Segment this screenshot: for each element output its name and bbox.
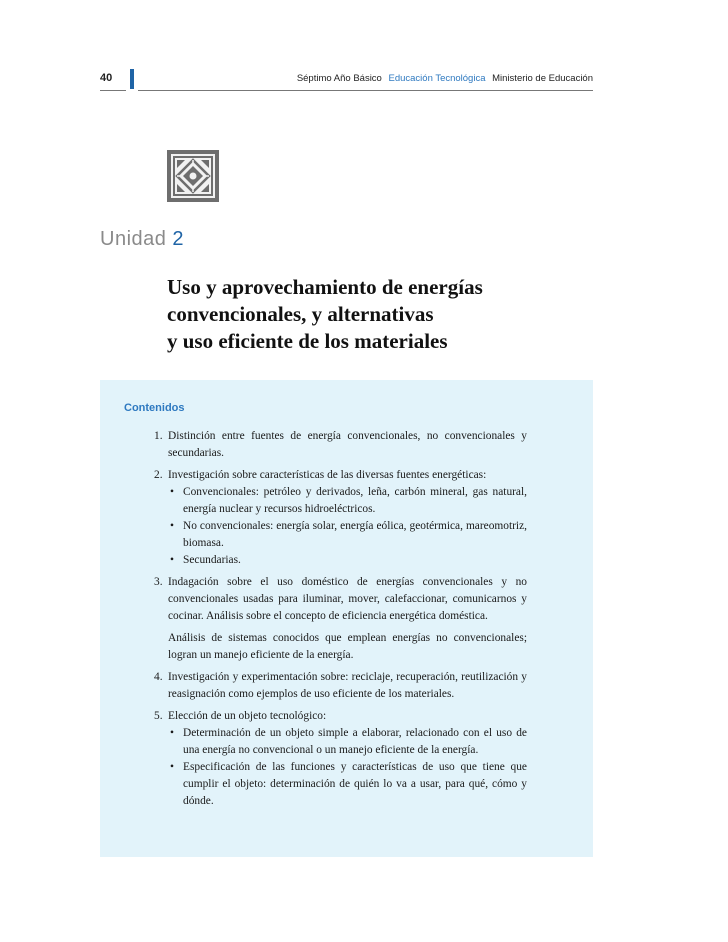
item-number: 3. <box>154 576 163 588</box>
list-item <box>154 428 527 462</box>
sub-item-text: Convencionales: petróleo y derivados, leña, carbón mineral, gas natural, energía nuclear y recursos hidroeléctricos. <box>183 486 527 515</box>
sub-item-text: No convencionales: energía solar, energía eólica, geotérmica, mareomotriz, biomasa. <box>183 520 527 549</box>
header-accent-bar <box>130 69 134 89</box>
list-item <box>154 708 527 810</box>
bullet-icon: • <box>170 520 174 532</box>
item-text: Indagación sobre el uso doméstico de energías convencionales y no convencionales usadas para iluminar, mover, calefaccionar, comunicarnos y cocinar. Análisis sobre el concepto de eficiencia energética doméstica. <box>168 576 527 622</box>
header-rule-left <box>100 90 126 91</box>
list-item <box>154 574 527 664</box>
page-number: 40 <box>100 72 113 84</box>
header-grade: Séptimo Año Básico <box>296 73 382 84</box>
list-item <box>154 669 527 703</box>
bullet-icon: • <box>170 727 174 739</box>
item-text: Investigación y experimentación sobre: reciclaje, recuperación, reutilización y reasignación como ejemplos de uso eficiente de los materiales. <box>168 671 527 700</box>
header-ministry: Ministerio de Educación <box>492 73 593 84</box>
item-number: 5. <box>154 710 163 722</box>
sub-item <box>168 484 527 518</box>
unit-title-line: Uso y aprovechamiento de energías <box>167 275 483 299</box>
item-text: Investigación sobre características de las diversas fuentes energéticas: <box>168 469 487 481</box>
contents-box <box>100 380 593 857</box>
unit-title <box>167 274 587 355</box>
running-header <box>297 73 593 84</box>
sub-item <box>168 552 527 569</box>
sub-item <box>168 725 527 759</box>
unit-word: Unidad <box>100 228 167 250</box>
bullet-icon: • <box>170 761 174 773</box>
bullet-icon: • <box>170 486 174 498</box>
unit-number: 2 <box>172 228 185 250</box>
sub-item <box>168 759 527 810</box>
decorative-tile-icon <box>167 150 219 202</box>
item-number: 4. <box>154 671 163 683</box>
header-subject: Educación Tecnológica <box>388 73 486 84</box>
contents-list <box>154 428 527 815</box>
unit-title-line: y uso eficiente de los materiales <box>167 329 448 353</box>
sub-item-text: Especificación de las funciones y características de uso que tiene que cumplir el objeto: determinación de quién lo va a usar, para qué, cómo y dónde. <box>183 761 527 807</box>
item-extra-text: Análisis de sistemas conocidos que emplean energías no convencionales; logran un manejo eficiente de la energía. <box>168 632 527 661</box>
list-item <box>154 467 527 569</box>
sub-item-text: Secundarias. <box>183 554 241 566</box>
sub-item <box>168 518 527 552</box>
unit-label <box>100 228 184 251</box>
item-number: 2. <box>154 469 163 481</box>
item-text: Elección de un objeto tecnológico: <box>168 710 327 722</box>
bullet-icon: • <box>170 554 174 566</box>
unit-title-line: convencionales, y alternativas <box>167 302 434 326</box>
sub-item-text: Determinación de un objeto simple a elaborar, relacionado con el uso de una energía no convencional o un manejo eficiente de la energía. <box>183 727 527 756</box>
header-rule-right <box>138 90 593 91</box>
item-text: Distinción entre fuentes de energía convencionales, no convencionales y secundarias. <box>168 430 527 459</box>
tile-pattern <box>171 154 215 198</box>
item-number: 1. <box>154 430 163 442</box>
contents-heading: Contenidos <box>124 402 185 414</box>
